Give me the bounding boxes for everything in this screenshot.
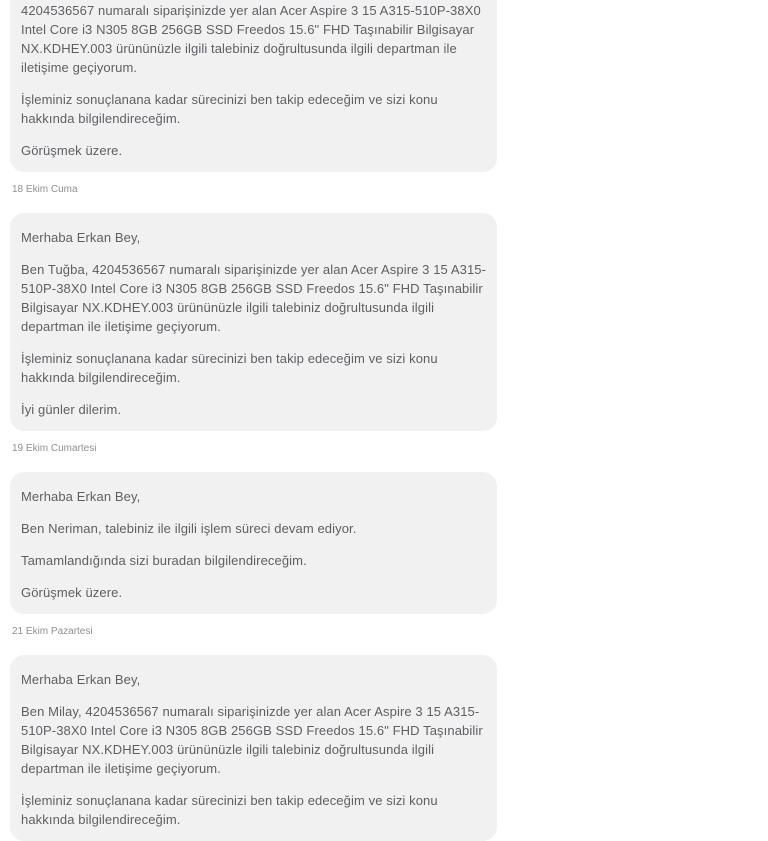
message-bubble (10, 0, 497, 172)
message-paragraph: İşleminiz sonuçlanana kadar sürecinizi ben takip edeceğim ve sizi konu hakkında bilgilendireceğim. (21, 92, 438, 126)
message-paragraph: Merhaba Erkan Bey, (21, 489, 141, 504)
message-paragraph: Ben Neriman, talebiniz ile ilgili işlem süreci devam ediyor. (21, 521, 357, 536)
message-paragraph: Ben Milay, 4204536567 numaralı siparişinizde yer alan Acer Aspire 3 15 A315-510P-38X0 Intel Core i3 N305 8GB 256GB SSD Freedos 15.6" FHD Taşınabilir Bilgisayar NX.KDHEY.003 ürününüzle ilgili talebiniz doğrultusunda ilgili departman ile iletişime geçiyorum. (21, 704, 483, 776)
message-bubble (10, 213, 497, 431)
date-separator: 21 Ekim Pazartesi (12, 626, 93, 637)
message-paragraph: Görüşmek üzere. (21, 143, 123, 158)
message-paragraph: İşleminiz sonuçlanana kadar sürecinizi ben takip edeceğim ve sizi konu hakkında bilgilendireceğim. (21, 351, 438, 385)
message-paragraph: Merhaba Erkan Bey, (21, 230, 141, 245)
message-paragraph: Tamamlandığında sizi buradan bilgilendireceğim. (21, 553, 307, 568)
message-paragraph: 4204536567 numaralı siparişinizde yer alan Acer Aspire 3 15 A315-510P-38X0 Intel Core i3 N305 8GB 256GB SSD Freedos 15.6" FHD Taşınabilir Bilgisayar NX.KDHEY.003 ürününüzle ilgili talebiniz doğrultusunda ilgili departman ile iletişime geçiyorum. (21, 3, 481, 75)
message-paragraph: İşleminiz sonuçlanana kadar sürecinizi ben takip edeceğim ve sizi konu hakkında bilgilendireceğim. (21, 793, 438, 827)
message-paragraph: Görüşmek üzere. (21, 585, 123, 600)
message-paragraph: Merhaba Erkan Bey, (21, 672, 141, 687)
message-paragraph: İyi günler dilerim. (21, 402, 122, 417)
message-paragraph: Ben Tuğba, 4204536567 numaralı siparişinizde yer alan Acer Aspire 3 15 A315-510P-38X0 Intel Core i3 N305 8GB 256GB SSD Freedos 15.6" FHD Taşınabilir Bilgisayar NX.KDHEY.003 ürününüzle ilgili talebiniz doğrultusunda ilgili departman ile iletişime geçiyorum. (21, 262, 487, 334)
date-separator: 18 Ekim Cuma (12, 184, 78, 195)
message-bubble (10, 472, 497, 614)
date-separator: 19 Ekim Cumartesi (12, 443, 97, 454)
message-bubble (10, 655, 497, 841)
